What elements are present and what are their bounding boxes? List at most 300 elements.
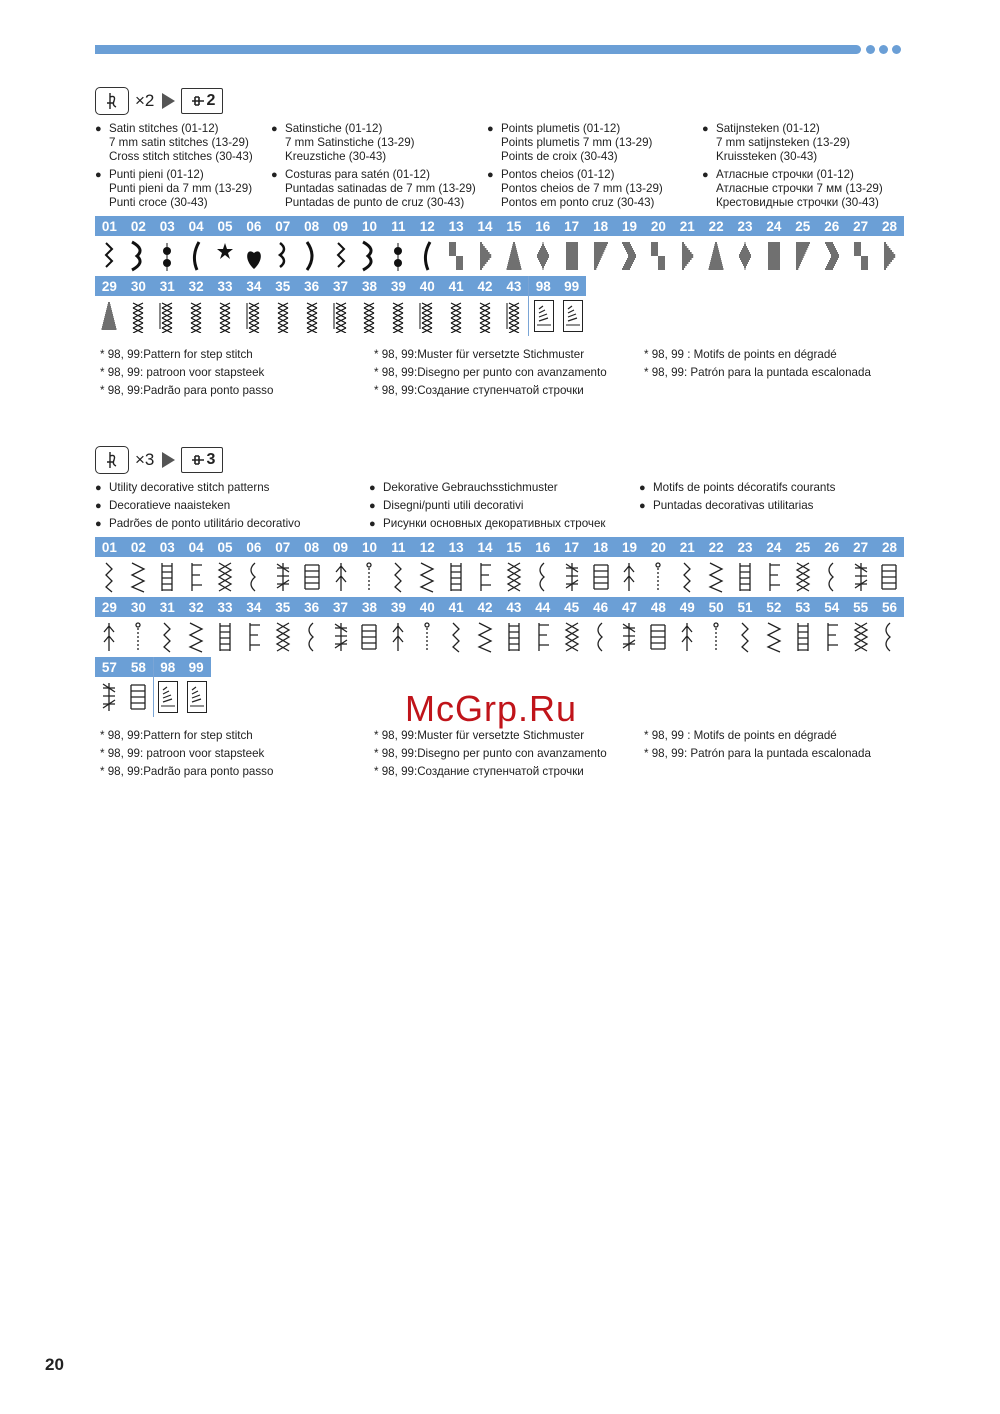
pattern-number: 13 xyxy=(442,537,471,557)
pattern-number: 04 xyxy=(182,537,211,557)
stitch-glyph-icon xyxy=(590,620,612,654)
stitch-pattern-icon[interactable] xyxy=(731,557,760,597)
step-stitch-icon xyxy=(534,300,554,332)
stitch-pattern-icon[interactable] xyxy=(153,236,182,276)
step-stitch-notes xyxy=(95,346,905,400)
stitch-pattern-icon[interactable] xyxy=(95,617,124,657)
stitch-pattern-icon[interactable] xyxy=(211,617,240,657)
stitch-pattern-icon[interactable] xyxy=(297,296,326,336)
stitch-pattern-icon[interactable] xyxy=(183,677,212,717)
pattern-number: 10 xyxy=(355,216,384,236)
stitch-pattern-icon[interactable] xyxy=(124,296,153,336)
pattern-number: 23 xyxy=(731,537,760,557)
stitch-glyph-icon xyxy=(387,299,409,333)
stitch-glyph-icon xyxy=(243,560,265,594)
stitch-glyph-icon xyxy=(850,620,872,654)
watermark: McGrp.Ru xyxy=(405,688,578,729)
stitch-glyph-icon xyxy=(127,680,149,714)
pattern-number: 10 xyxy=(355,537,384,557)
stitch-pattern-icon[interactable] xyxy=(846,557,875,597)
pattern-number: 46 xyxy=(586,597,615,617)
note: * 98, 99:Pattern for step stitch xyxy=(100,729,253,742)
stitch-pattern-icon[interactable] xyxy=(499,557,528,597)
language-block xyxy=(639,481,905,495)
page-number: 20 xyxy=(45,1355,64,1374)
stitch-pattern-icon[interactable] xyxy=(442,296,471,336)
stitch-glyph-icon xyxy=(98,560,120,594)
stitch-glyph-icon xyxy=(647,239,669,273)
stitch-glyph-icon xyxy=(618,560,640,594)
stitch-pattern-icon[interactable] xyxy=(413,296,442,336)
pattern-number: 01 xyxy=(95,216,124,236)
stitch-glyph-icon xyxy=(358,620,380,654)
bullet-icon: ● xyxy=(487,123,494,135)
language-line: Dekorative Gebrauchsstichmuster xyxy=(383,481,558,494)
pattern-number: 99 xyxy=(557,276,586,296)
language-line: Points plumetis 7 mm (13-29) xyxy=(501,136,653,149)
stitch-pattern-icon[interactable] xyxy=(615,617,644,657)
stitch-pattern-icon[interactable] xyxy=(182,296,211,336)
pattern-number: 08 xyxy=(297,537,326,557)
stitch-glyph-icon xyxy=(878,560,900,594)
language-block xyxy=(369,499,639,513)
stitch-pattern-icon[interactable] xyxy=(413,557,442,597)
arrow-right-icon xyxy=(162,93,175,109)
stitch-glyph-icon xyxy=(358,239,380,273)
stitch-pattern-icon[interactable] xyxy=(759,617,788,657)
stitch-glyph-icon xyxy=(98,239,120,273)
language-line: Utility decorative stitch patterns xyxy=(109,481,270,494)
pattern-number: 05 xyxy=(211,537,240,557)
stitch-pattern-icon[interactable] xyxy=(124,236,153,276)
stitch-glyph-icon xyxy=(850,560,872,594)
stitch-pattern-icon[interactable] xyxy=(239,236,268,276)
stitch-pattern-icon[interactable] xyxy=(558,296,587,336)
note: * 98, 99:Pattern for step stitch xyxy=(100,348,253,361)
stitch-glyph-icon xyxy=(185,299,207,333)
bullet-icon: ● xyxy=(639,500,646,512)
stitch-glyph-icon xyxy=(416,560,438,594)
pattern-number: 36 xyxy=(297,276,326,296)
stitch-pattern-icon[interactable] xyxy=(615,557,644,597)
stitch-pattern-icon[interactable] xyxy=(153,296,182,336)
stitch-pattern-icon[interactable] xyxy=(326,557,355,597)
section-utility-decorative xyxy=(95,445,905,781)
stitch-pattern-icon[interactable] xyxy=(297,236,326,276)
stitch-pattern-icon[interactable] xyxy=(211,557,240,597)
stitch-glyph-icon xyxy=(387,560,409,594)
stitch-pattern-icon[interactable] xyxy=(153,617,182,657)
note: * 98, 99:Muster für versetzte Stichmuster xyxy=(374,348,585,361)
needle-foot-icon xyxy=(95,87,129,115)
stitch-glyph-icon xyxy=(705,560,727,594)
bullet-icon: ● xyxy=(487,169,494,181)
stitch-pattern-icon[interactable] xyxy=(384,296,413,336)
stitch-pattern-icon[interactable] xyxy=(153,557,182,597)
pattern-number-row xyxy=(95,537,905,557)
pattern-number: 27 xyxy=(846,216,875,236)
stitch-pattern-icon[interactable] xyxy=(442,557,471,597)
header-bar xyxy=(95,45,861,54)
step-stitch-notes xyxy=(95,727,905,781)
stitch-pattern-icon[interactable] xyxy=(673,557,702,597)
stitch-pattern-icon[interactable] xyxy=(817,557,846,597)
pattern-number: 42 xyxy=(471,597,500,617)
bullet-icon: ● xyxy=(369,518,376,530)
pattern-number: 38 xyxy=(355,597,384,617)
stitch-pattern-icon[interactable] xyxy=(384,236,413,276)
pattern-number: 11 xyxy=(384,216,413,236)
bullet-icon: ● xyxy=(639,482,646,494)
stitch-pattern-icon[interactable] xyxy=(673,617,702,657)
stitch-pattern-icon[interactable] xyxy=(239,296,268,336)
stitch-pattern-icon[interactable] xyxy=(557,557,586,597)
stitch-pattern-icon[interactable] xyxy=(471,617,500,657)
language-line: Атласные строчки 7 мм (13-29) xyxy=(716,182,883,195)
stitch-pattern-icon[interactable] xyxy=(788,557,817,597)
language-block xyxy=(369,481,639,495)
language-line: 7 mm satin stitches (13-29) xyxy=(109,136,249,149)
stitch-pattern-icon[interactable] xyxy=(471,296,500,336)
stitch-glyph-icon xyxy=(647,560,669,594)
stitch-glyph-icon xyxy=(734,560,756,594)
pattern-number: 44 xyxy=(528,597,557,617)
language-line: Satinstiche (01-12) xyxy=(285,122,383,135)
language-line: Punti croce (30-43) xyxy=(109,196,208,209)
stitch-pattern-icon[interactable] xyxy=(211,236,240,276)
stitch-pattern-icon[interactable] xyxy=(95,296,124,336)
pattern-number: 06 xyxy=(239,537,268,557)
stitch-pattern-icon[interactable] xyxy=(499,236,528,276)
stitch-pattern-icon[interactable] xyxy=(384,617,413,657)
pattern-number: 23 xyxy=(731,216,760,236)
pattern-number: 19 xyxy=(615,216,644,236)
language-line: Pontos cheios de 7 mm (13-29) xyxy=(501,182,663,195)
stitch-pattern-icon[interactable] xyxy=(528,236,557,276)
stitch-pattern-icon[interactable] xyxy=(95,236,124,276)
stitch-glyph-icon xyxy=(763,239,785,273)
stitch-glyph-icon xyxy=(185,239,207,273)
pattern-number: 15 xyxy=(499,537,528,557)
stitch-pattern-icon[interactable] xyxy=(182,557,211,597)
stitch-glyph-icon xyxy=(474,620,496,654)
pattern-number: 32 xyxy=(182,597,211,617)
mode-indicator xyxy=(95,445,905,475)
pattern-icon-row xyxy=(95,617,905,657)
pattern-number: 14 xyxy=(471,537,500,557)
stitch-glyph-icon xyxy=(243,239,265,273)
language-line: 7 mm Satinstiche (13-29) xyxy=(285,136,415,149)
pattern-number: 02 xyxy=(124,216,153,236)
stitch-glyph-icon xyxy=(330,560,352,594)
stitch-glyph-icon xyxy=(416,239,438,273)
bullet-icon: ● xyxy=(95,482,102,494)
stitch-pattern-icon[interactable] xyxy=(644,617,673,657)
language-text xyxy=(383,517,606,531)
stitch-pattern-icon[interactable] xyxy=(586,617,615,657)
pattern-number: 01 xyxy=(95,537,124,557)
stitch-pattern-icon[interactable] xyxy=(442,236,471,276)
stitch-pattern-icon[interactable] xyxy=(817,617,846,657)
language-text xyxy=(501,122,652,164)
pattern-number: 34 xyxy=(239,276,268,296)
language-block xyxy=(639,499,905,513)
language-block xyxy=(95,168,271,210)
stitch-pattern-icon[interactable] xyxy=(355,617,384,657)
stitch-glyph-icon xyxy=(214,299,236,333)
stitch-pattern-icon[interactable] xyxy=(326,617,355,657)
pattern-number: 42 xyxy=(471,276,500,296)
stitch-pattern-icon[interactable] xyxy=(846,236,875,276)
pattern-number: 58 xyxy=(124,657,153,677)
stitch-glyph-icon xyxy=(98,620,120,654)
stitch-pattern-icon[interactable] xyxy=(528,557,557,597)
lcd-display xyxy=(181,88,223,114)
stitch-pattern-icon[interactable] xyxy=(499,617,528,657)
pattern-number: 19 xyxy=(615,537,644,557)
stitch-pattern-icon[interactable] xyxy=(124,677,153,717)
language-line: Punti pieni (01-12) xyxy=(109,168,204,181)
stitch-glyph-icon xyxy=(330,620,352,654)
stitch-pattern-icon[interactable] xyxy=(239,557,268,597)
stitch-pattern-icon[interactable] xyxy=(413,617,442,657)
bullet-icon: ● xyxy=(369,482,376,494)
stitch-glyph-icon xyxy=(127,560,149,594)
stitch-glyph-icon xyxy=(127,239,149,273)
stitch-glyph-icon xyxy=(821,560,843,594)
pattern-number: 12 xyxy=(413,216,442,236)
pattern-number: 55 xyxy=(846,597,875,617)
language-line: Pontos cheios (01-12) xyxy=(501,168,615,181)
stitch-pattern-icon[interactable] xyxy=(326,236,355,276)
stitch-pattern-icon[interactable] xyxy=(788,617,817,657)
stitch-glyph-icon xyxy=(156,239,178,273)
language-line: Padrões de ponto utilitário decorativo xyxy=(109,517,301,530)
pattern-number: 25 xyxy=(788,537,817,557)
stitch-glyph-icon xyxy=(358,560,380,594)
language-line: Costuras para satén (01-12) xyxy=(285,168,430,181)
pattern-number: 05 xyxy=(211,216,240,236)
pattern-number: 34 xyxy=(239,597,268,617)
stitch-pattern-icon[interactable] xyxy=(731,236,760,276)
pattern-number: 25 xyxy=(788,216,817,236)
stitch-glyph-icon xyxy=(330,299,352,333)
language-line: Points plumetis (01-12) xyxy=(501,122,621,135)
stitch-pattern-icon[interactable] xyxy=(153,677,183,717)
language-text xyxy=(383,481,558,495)
needle-foot-icon xyxy=(95,446,129,474)
language-text xyxy=(383,499,523,513)
stitch-pattern-icon[interactable] xyxy=(702,236,731,276)
stitch-pattern-icon[interactable] xyxy=(239,617,268,657)
multiplier-label: ×2 xyxy=(135,91,155,110)
pattern-number: 17 xyxy=(557,537,586,557)
note: * 98, 99 : Motifs de points en dégradé xyxy=(644,348,837,361)
pattern-number: 49 xyxy=(673,597,702,617)
language-block xyxy=(95,517,369,531)
stitch-glyph-icon xyxy=(243,620,265,654)
stitch-glyph-icon xyxy=(821,239,843,273)
stitch-pattern-icon[interactable] xyxy=(702,557,731,597)
stitch-pattern-icon[interactable] xyxy=(673,236,702,276)
pattern-number: 28 xyxy=(875,216,904,236)
stitch-pattern-icon[interactable] xyxy=(528,296,558,336)
stitch-pattern-icon[interactable] xyxy=(586,236,615,276)
stitch-pattern-icon[interactable] xyxy=(528,617,557,657)
language-line: Points de croix (30-43) xyxy=(501,150,618,163)
stitch-pattern-icon[interactable] xyxy=(471,236,500,276)
stitch-pattern-icon[interactable] xyxy=(297,617,326,657)
pattern-number: 27 xyxy=(846,537,875,557)
stitch-pattern-icon[interactable] xyxy=(875,557,904,597)
pattern-number: 41 xyxy=(442,276,471,296)
pattern-number: 33 xyxy=(211,597,240,617)
stitch-pattern-icon[interactable] xyxy=(586,557,615,597)
stitch-glyph-icon xyxy=(214,620,236,654)
language-text xyxy=(653,481,835,495)
note: * 98, 99: Patrón para la puntada escalonada xyxy=(644,366,871,379)
stitch-glyph-icon xyxy=(445,299,467,333)
stitch-pattern-icon[interactable] xyxy=(182,236,211,276)
pattern-number: 53 xyxy=(788,597,817,617)
language-block xyxy=(369,517,639,531)
pattern-number: 16 xyxy=(528,216,557,236)
pattern-number: 57 xyxy=(95,657,124,677)
language-block xyxy=(487,168,702,210)
stitch-glyph-icon xyxy=(503,239,525,273)
stitch-pattern-icon[interactable] xyxy=(211,296,240,336)
pattern-number: 98 xyxy=(153,657,182,677)
stitch-pattern-icon[interactable] xyxy=(759,557,788,597)
pattern-number: 20 xyxy=(644,537,673,557)
stitch-pattern-icon[interactable] xyxy=(182,617,211,657)
stitch-pattern-icon[interactable] xyxy=(297,557,326,597)
stitch-pattern-icon[interactable] xyxy=(268,617,297,657)
language-block xyxy=(95,481,369,495)
stitch-pattern-icon[interactable] xyxy=(355,236,384,276)
stitch-pattern-icon[interactable] xyxy=(355,296,384,336)
stitch-pattern-icon[interactable] xyxy=(413,236,442,276)
stitch-pattern-icon[interactable] xyxy=(875,236,904,276)
pattern-icon-row xyxy=(95,557,905,597)
pattern-number: 99 xyxy=(182,657,211,677)
pattern-number: 37 xyxy=(326,276,355,296)
stitch-glyph-icon xyxy=(445,239,467,273)
note: * 98, 99:Muster für versetzte Stichmuster xyxy=(374,729,585,742)
pattern-number: 15 xyxy=(499,216,528,236)
pattern-number: 03 xyxy=(153,537,182,557)
pattern-number: 32 xyxy=(182,276,211,296)
note: * 98, 99:Disegno per punto con avanzamento xyxy=(374,747,607,760)
stitch-pattern-icon[interactable] xyxy=(846,617,875,657)
stitch-pattern-icon[interactable] xyxy=(124,617,153,657)
stitch-glyph-icon xyxy=(821,620,843,654)
pattern-number: 31 xyxy=(153,597,182,617)
step-stitch-icon xyxy=(187,681,207,713)
stitch-pattern-icon[interactable] xyxy=(471,557,500,597)
note: * 98, 99: patroon voor stapsteek xyxy=(100,747,265,760)
stitch-pattern-icon[interactable] xyxy=(124,557,153,597)
pattern-number: 04 xyxy=(182,216,211,236)
stitch-pattern-icon[interactable] xyxy=(644,557,673,597)
stitch-pattern-icon[interactable] xyxy=(268,236,297,276)
note: * 98, 99: Patrón para la puntada escalonada xyxy=(644,747,871,760)
pattern-number: 38 xyxy=(355,276,384,296)
language-text xyxy=(716,122,850,164)
stitch-glyph-icon xyxy=(532,560,554,594)
arrow-right-icon xyxy=(162,452,175,468)
stitch-glyph-icon xyxy=(474,560,496,594)
stitch-glyph-icon xyxy=(243,299,265,333)
stitch-pattern-icon[interactable] xyxy=(95,677,124,717)
stitch-glyph-icon xyxy=(272,239,294,273)
stitch-glyph-icon xyxy=(445,560,467,594)
stitch-pattern-icon[interactable] xyxy=(557,236,586,276)
pattern-number: 35 xyxy=(268,276,297,296)
stitch-pattern-icon[interactable] xyxy=(788,236,817,276)
stitch-pattern-icon[interactable] xyxy=(702,617,731,657)
pattern-number: 06 xyxy=(239,216,268,236)
stitch-pattern-icon[interactable] xyxy=(557,617,586,657)
language-text xyxy=(501,168,663,210)
language-text xyxy=(109,499,230,513)
bullet-icon: ● xyxy=(369,500,376,512)
pattern-number: 22 xyxy=(702,216,731,236)
stitch-glyph-icon xyxy=(705,620,727,654)
pattern-number: 08 xyxy=(297,216,326,236)
stitch-glyph-icon xyxy=(214,560,236,594)
pattern-number-row xyxy=(95,276,905,296)
stitch-pattern-icon[interactable] xyxy=(355,557,384,597)
stitch-pattern-icon[interactable] xyxy=(875,617,904,657)
stitch-pattern-icon[interactable] xyxy=(95,557,124,597)
stitch-glyph-icon xyxy=(127,299,149,333)
language-descriptions xyxy=(95,481,905,531)
stitch-glyph-icon xyxy=(156,560,178,594)
pattern-icon-row xyxy=(95,236,905,276)
stitch-pattern-icon[interactable] xyxy=(817,236,846,276)
language-line: Satin stitches (01-12) xyxy=(109,122,219,135)
pattern-number: 13 xyxy=(442,216,471,236)
stitch-glyph-icon xyxy=(301,299,323,333)
stitch-pattern-icon[interactable] xyxy=(268,557,297,597)
pattern-icon-row xyxy=(95,296,905,336)
stitch-pattern-icon[interactable] xyxy=(615,236,644,276)
stitch-pattern-icon[interactable] xyxy=(384,557,413,597)
pattern-number: 24 xyxy=(759,216,788,236)
stitch-pattern-icon[interactable] xyxy=(731,617,760,657)
stitch-pattern-icon[interactable] xyxy=(644,236,673,276)
stitch-glyph-icon xyxy=(676,239,698,273)
stitch-glyph-icon xyxy=(561,620,583,654)
stitch-glyph-icon xyxy=(850,239,872,273)
pattern-number: 21 xyxy=(673,216,702,236)
lcd-display xyxy=(181,447,223,473)
stitch-glyph-icon xyxy=(301,620,323,654)
stitch-glyph-icon xyxy=(98,680,120,714)
pattern-number: 30 xyxy=(124,597,153,617)
stitch-glyph-icon xyxy=(416,620,438,654)
pattern-number: 39 xyxy=(384,276,413,296)
stitch-pattern-icon[interactable] xyxy=(326,296,355,336)
stitch-glyph-icon xyxy=(734,239,756,273)
stitch-pattern-icon[interactable] xyxy=(759,236,788,276)
stitch-pattern-icon[interactable] xyxy=(442,617,471,657)
stitch-pattern-icon[interactable] xyxy=(499,296,528,336)
stitch-pattern-icon[interactable] xyxy=(268,296,297,336)
note: * 98, 99:Создание ступенчатой строчки xyxy=(374,765,584,778)
stitch-glyph-icon xyxy=(705,239,727,273)
